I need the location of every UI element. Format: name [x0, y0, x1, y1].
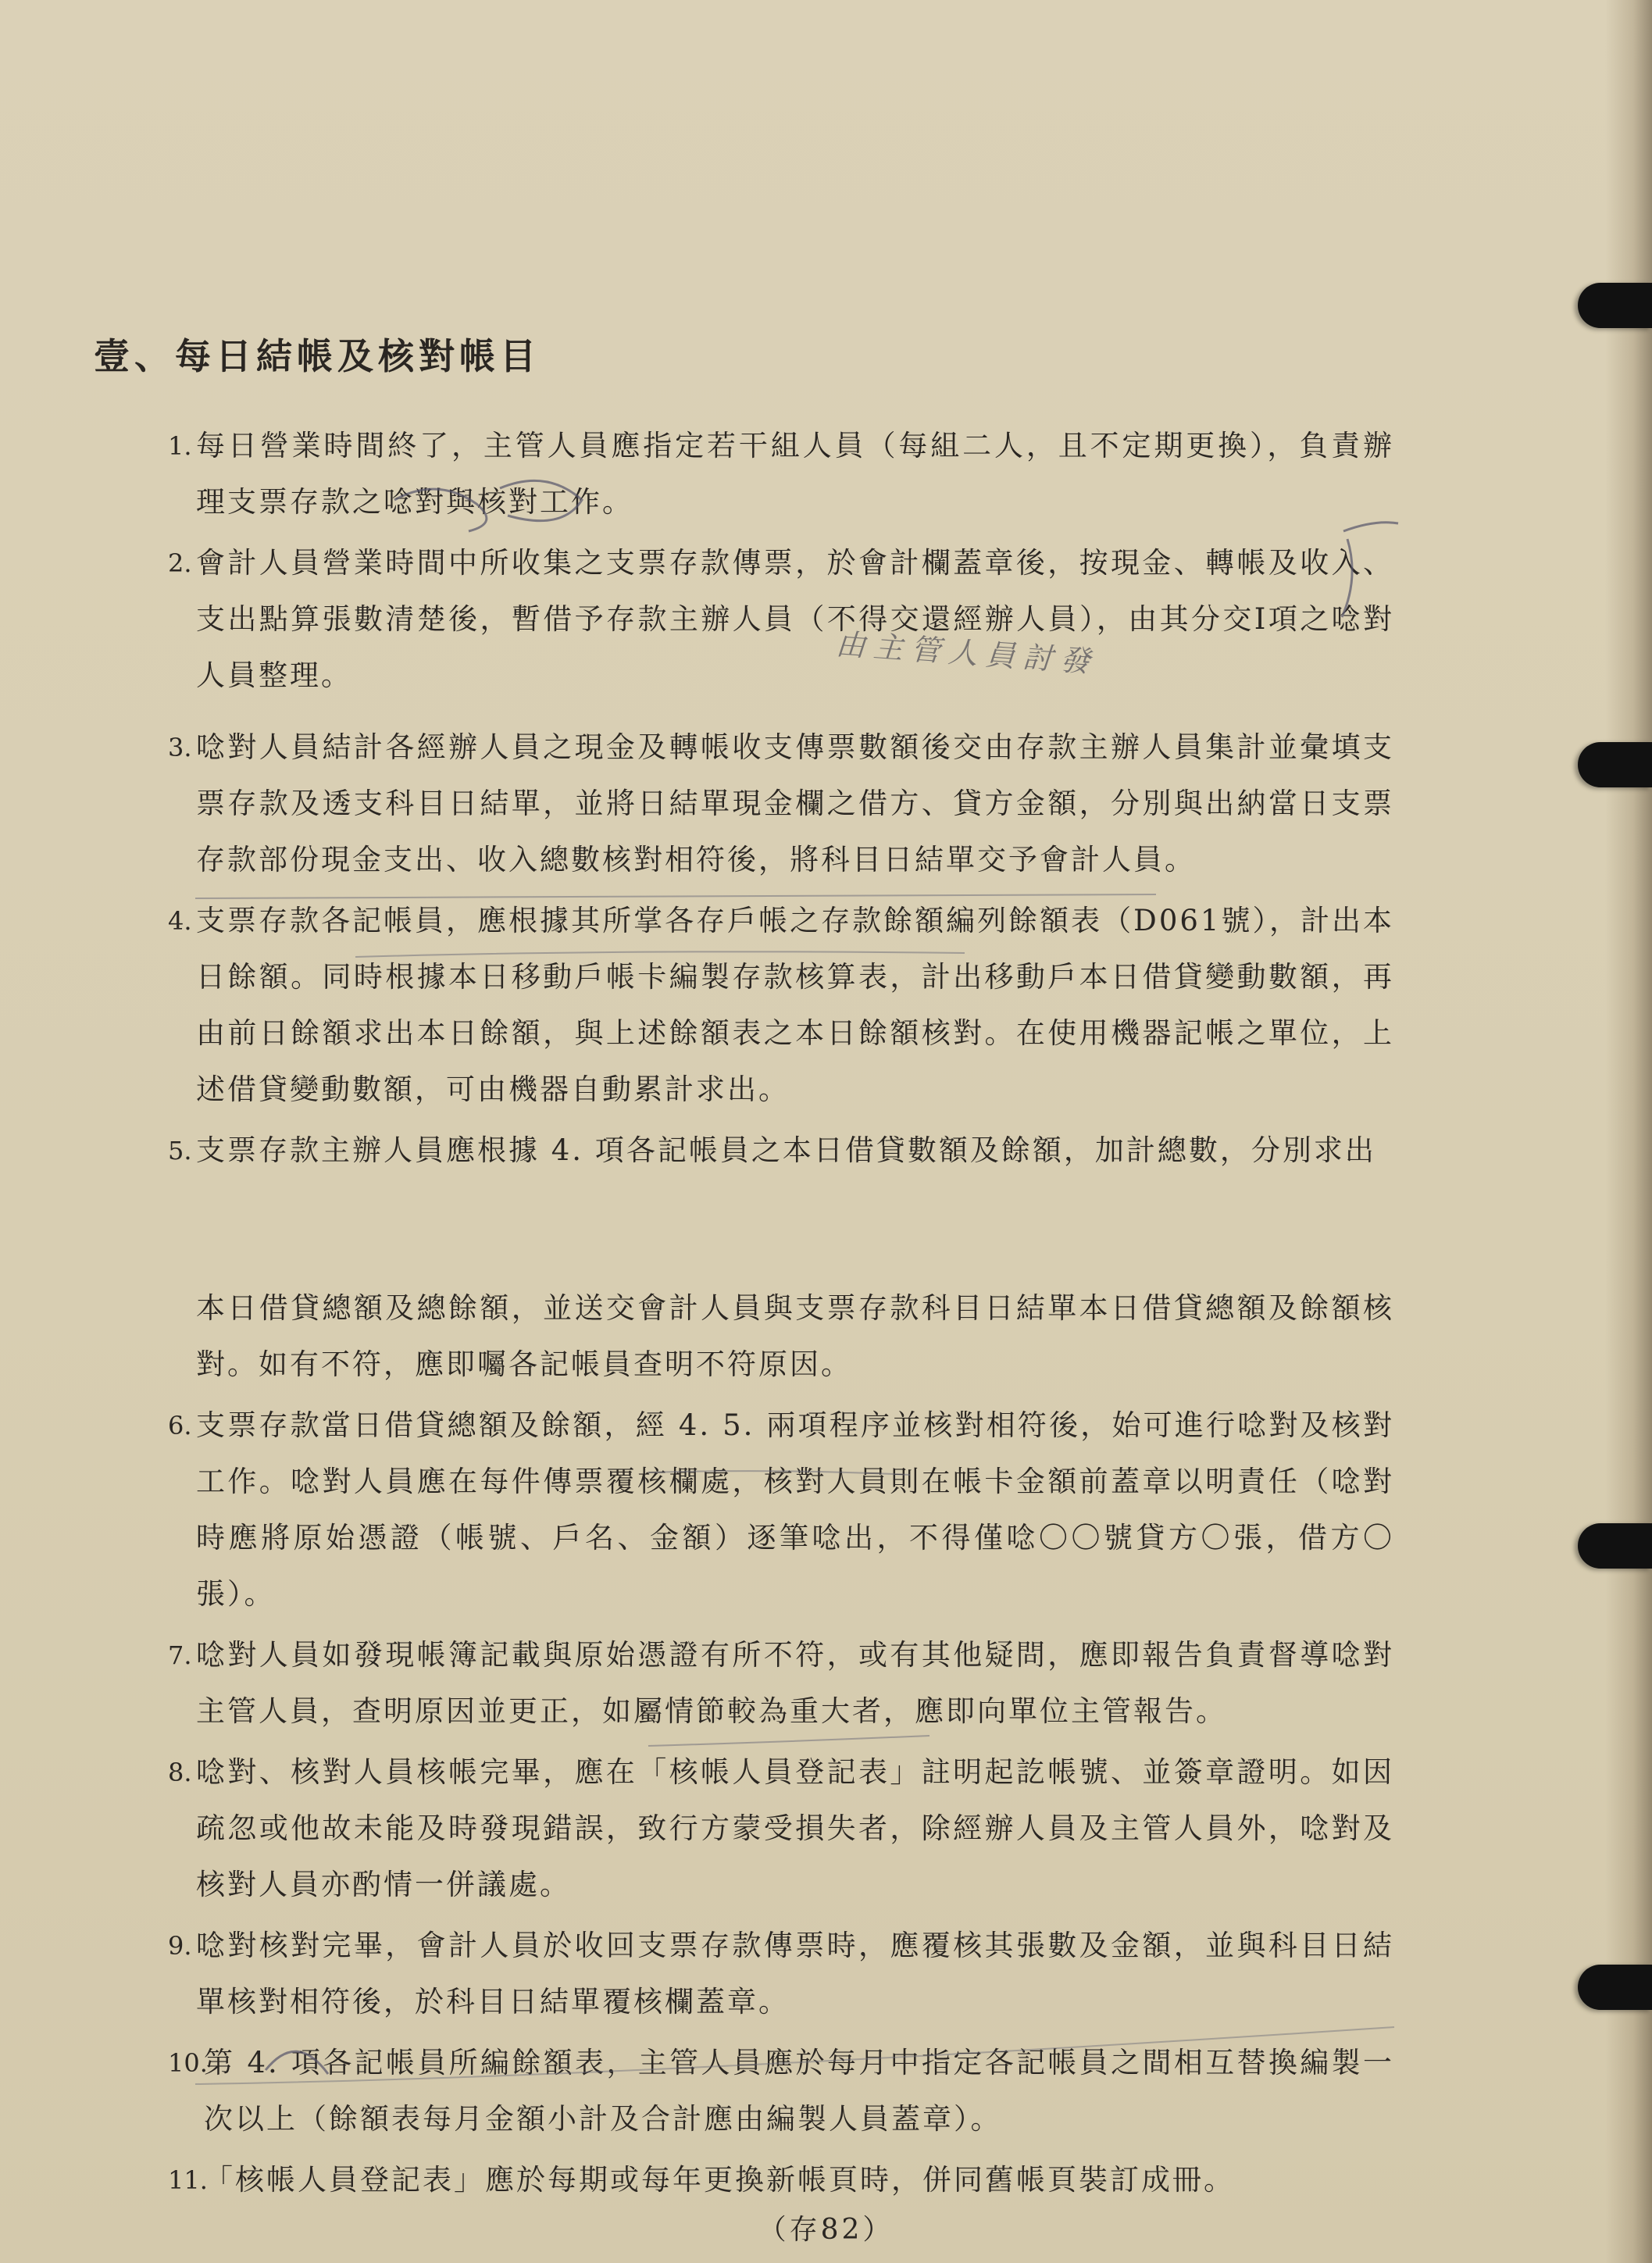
list-item-10 — [168, 2035, 1394, 2147]
handwritten-note: 由主管人員討發 — [834, 626, 1099, 680]
item-number: 10. — [168, 2048, 208, 2078]
item-text: 唸對、核對人員核帳完畢，應在「核帳人員登記表」註明起訖帳號、並簽章證明。如因疏忽或他故未能及時發現錯誤，致行方蒙受損失者，除經辦人員及主管人員外，唸對及核對人員亦酌情一併議處。 — [196, 1755, 1394, 1901]
item-text: 本日借貸總額及總餘額，並送交會計人員與支票存款科目日結單本日借貸總額及餘額核對。如有不符，應即囑各記帳員查明不符原因。 — [196, 1291, 1394, 1381]
list-item-5-continued — [168, 1280, 1394, 1393]
list-item-2 — [168, 535, 1394, 704]
binding-hole — [1578, 1523, 1652, 1569]
item-number: 4. — [168, 906, 192, 936]
item-number: 7. — [168, 1640, 192, 1670]
binding-hole — [1578, 742, 1652, 787]
item-text: 每日營業時間終了，主管人員應指定若干組人員（每組二人，且不定期更換），負責辦理支票存款之唸對與核對工作。 — [196, 429, 1394, 519]
item-text: 唸對人員結計各經辦人員之現金及轉帳收支傳票數額後交由存款主辦人員集計並彙填支票存款及透支科目日結單，並將日結單現金欄之借方、貸方金額，分別與出納當日支票存款部份現金支出、收入總數核對相符後，將科目日結單交予會計人員。 — [196, 730, 1394, 876]
list-item-11 — [168, 2152, 1394, 2208]
binding-hole — [1578, 283, 1652, 328]
binding-edge — [1605, 0, 1652, 2263]
list-item-7 — [168, 1627, 1394, 1740]
item-text: 會計人員營業時間中所收集之支票存款傳票，於會計欄蓋章後，按現金、轉帳及收入、支出點算張數清楚後，暫借予存款主辦人員（不得交還經辦人員），由其分交Ⅰ項之唸對人員整理。 — [196, 546, 1394, 692]
item-text: 支票存款當日借貸總額及餘額，經 4. 5. 兩項程序並核對相符後，始可進行唸對及核對工作。唸對人員應在每件傳票覆核欄處，核對人員則在帳卡金額前蓋章以明責任（唸對時應將原始憑證（帳號、戶名、金額）逐筆唸出，不得僅唸〇〇號貸方〇張，借方〇張）。 — [196, 1408, 1394, 1611]
page-number: （存82） — [758, 2214, 894, 2246]
item-number: 1. — [168, 431, 192, 461]
item-number: 6. — [168, 1411, 192, 1440]
binding-hole — [1578, 1965, 1652, 2010]
item-text: 唸對人員如發現帳簿記載與原始憑證有所不符，或有其他疑問，應即報告負責督導唸對主管人員，查明原因並更正，如屬情節較為重大者，應即向單位主管報告。 — [196, 1638, 1394, 1728]
item-number: 11. — [168, 2165, 208, 2195]
item-text: 「核帳人員登記表」應於每期或每年更換新帳頁時，併同舊帳頁裝訂成冊。 — [204, 2163, 1235, 2197]
item-text: 第 4. 項各記帳員所編餘額表，主管人員應於每月中指定各記帳員之間相互替換編製一次以上（餘額表每月金額小計及合計應由編製人員蓋章）。 — [204, 2046, 1394, 2136]
item-text: 唸對核對完畢，會計人員於收回支票存款傳票時，應覆核其張數及金額，並與科目日結單核對相符後，於科目日結單覆核欄蓋章。 — [196, 1929, 1394, 2018]
list-item-6 — [168, 1397, 1394, 1622]
item-number: 8. — [168, 1758, 192, 1787]
list-item-1 — [168, 418, 1394, 530]
item-text: 支票存款主辦人員應根據 4. 項各記帳員之本日借貸數額及餘額，加計總數，分別求出 — [196, 1133, 1376, 1167]
item-text: 支票存款各記帳員，應根據其所掌各存戶帳之存款餘額編列餘額表（D061號），計出本日餘額。同時根據本日移動戶帳卡編製存款核算表，計出移動戶本日借貸變動數額，再由前日餘額求出本日餘額，與上述餘額表之本日餘額核對。在使用機器記帳之單位，上述借貸變動數額，可由機器自動累計求出。 — [196, 904, 1394, 1106]
item-number: 9. — [168, 1931, 192, 1961]
item-list — [168, 418, 1394, 2208]
list-item-5 — [168, 1123, 1394, 1179]
list-item-3 — [168, 719, 1394, 888]
item-number: 2. — [168, 548, 192, 578]
list-item-8 — [168, 1744, 1394, 1913]
list-item-9 — [168, 1918, 1394, 2030]
item-number: 3. — [168, 733, 192, 762]
section-title: 壹、每日結帳及核對帳目 — [94, 335, 541, 377]
item-number: 5. — [168, 1136, 192, 1165]
list-item-4 — [168, 893, 1394, 1118]
